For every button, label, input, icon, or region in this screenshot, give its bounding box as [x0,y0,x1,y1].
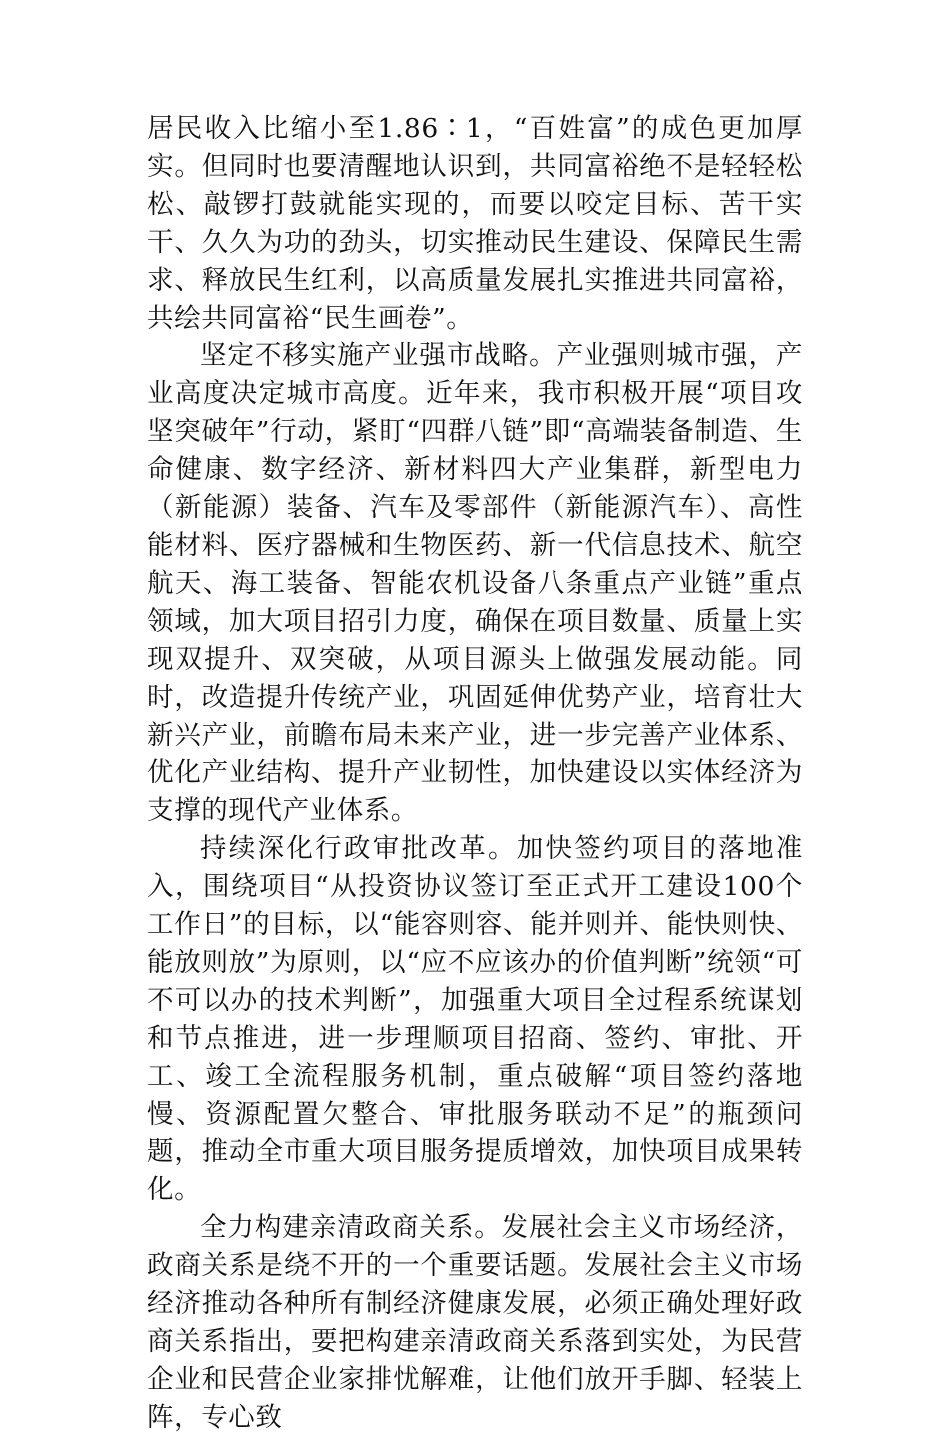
document-body [147,110,803,1437]
paragraph-2: 坚定不移实施产业强市战略。产业强则城市强，产业高度决定城市高度。近年来，我市积极开展“项目攻坚突破年”行动，紧盯“四群八链”即“高端装备制造、生命健康、数字经济、新材料四大产业集群，新型电力（新能源）装备、汽车及零部件（新能源汽车）、高性能材料、医疗器械和生物医药、新一代信息技术、航空航天、海工装备、智能农机设备八条重点产业链”重点领域，加大项目招引力度，确保在项目数量、质量上实现双提升、双突破，从项目源头上做强发展动能。同时，改造提升传统产业，巩固延伸优势产业，培育壮大新兴产业，前瞻布局未来产业，进一步完善产业体系、优化产业结构、提升产业韧性，加快建设以实体经济为支撑的现代产业体系。 [147,340,803,827]
paragraph-3: 持续深化行政审批改革。加快签约项目的落地准入，围绕项目“从投资协议签订至正式开工建设100个工作日”的目标，以“能容则容、能并则并、能快则快、能放则放”为原则，以“应不应该办的价值判断”统领“可不可以办的技术判断”，加强重大项目全过程系统谋划和节点推进，进一步理顺项目招商、签约、审批、开工、竣工全流程服务机制，重点破解“项目签约落地慢、资源配置欠整合、审批服务联动不足”的瓶颈问题，推动全市重大项目服务提质增效，加快项目成果转化。 [147,833,803,1206]
paragraph-1: 居民收入比缩小至1.86∶1，“百姓富”的成色更加厚实。但同时也要清醒地认识到，共同富裕绝不是轻轻松松、敲锣打鼓就能实现的，而要以咬定目标、苦干实干、久久为功的劲头，切实推动民生建设、保障民生需求、释放民生红利，以高质量发展扎实推进共同富裕，共绘共同富裕“民生画卷”。 [147,113,803,334]
paragraph-4: 全力构建亲清政商关系。发展社会主义市场经济，政商关系是绕不开的一个重要话题。发展社会主义市场经济推动各种所有制经济健康发展，必须正确处理好政商关系指出，要把构建亲清政商关系落到实处，为民营企业和民营企业家排忧解难，让他们放开手脚、轻装上阵，专心致 [147,1212,803,1433]
